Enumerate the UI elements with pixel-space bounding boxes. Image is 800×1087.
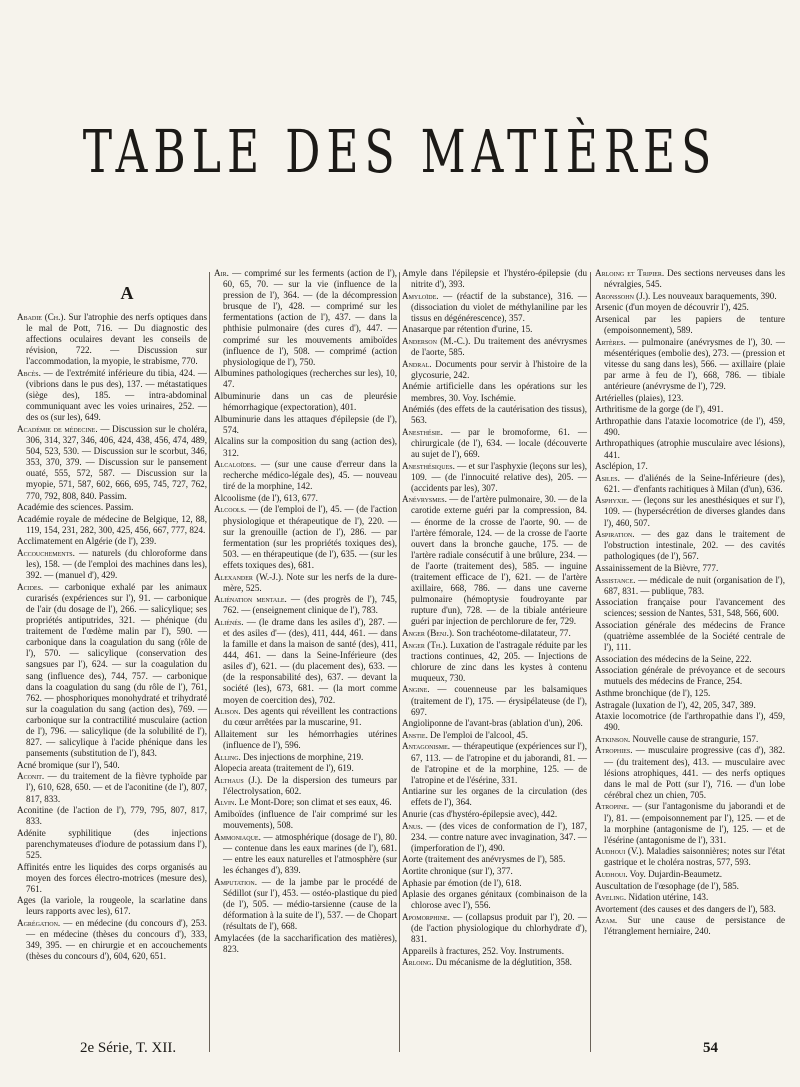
entry-text: Auscultation de l'œsophage (de l'), 585.	[595, 880, 739, 891]
entry-text: Voy. Dujardin-Beaumetz.	[627, 868, 723, 879]
entry-heading: Asphyxie.	[595, 495, 630, 506]
entry-text: Affinités entre les liquides des corps organisés au moyen des forces électro-motrices (mesure des), 761.	[17, 861, 207, 894]
entry-heading: Alison.	[214, 706, 241, 717]
entry-text: Ages (la variole, la rougeole, la scarlatine dans leurs rapports avec les), 617.	[17, 895, 207, 917]
page-title: TABLE DES MATIÈRES	[82, 118, 718, 187]
entry-text: Anasarque par rétention d'urine, 15.	[402, 324, 533, 335]
index-entry	[214, 752, 397, 763]
entry-text: Assainissement de la Bièvre, 777.	[595, 562, 719, 573]
entry-text: Anémie artificielle dans les opérations sur les membres, 30. Voy. Ischémie.	[402, 381, 587, 403]
index-entry	[17, 368, 207, 423]
index-entry	[595, 337, 785, 392]
entry-heading: Atropine.	[595, 801, 630, 812]
entry-text: Académie royale de médecine de Belgique, 12, 88, 119, 154, 231, 282, 300, 425, 456, 667, 777, 824.	[17, 513, 207, 535]
index-entry	[214, 877, 397, 932]
entry-text: Aphasie par émotion (de l'), 618.	[402, 877, 522, 888]
entry-text: Sur une cause de persistance de l'étranglement herniaire, 240.	[604, 915, 785, 937]
index-entry	[402, 946, 587, 957]
entry-heading: Atkinson.	[595, 733, 631, 744]
entry-text: Arthropathiques (atrophie musculaire avec lésions), 441.	[595, 438, 785, 460]
index-entry	[595, 461, 785, 472]
entry-heading: Anderson (M.-C.).	[402, 336, 471, 347]
entry-heading: Angine.	[402, 684, 430, 695]
index-entry	[595, 620, 785, 653]
index-entry	[17, 895, 207, 917]
index-entry	[595, 563, 785, 574]
entry-text: De l'emploi de l'alcool, 45.	[427, 729, 528, 740]
index-entry	[17, 862, 207, 895]
entry-text: Appareils à fractures, 252. Voy. Instruments.	[402, 945, 564, 956]
entry-heading: Ammoniaque.	[214, 831, 261, 842]
index-entry	[595, 268, 785, 290]
entry-heading: Anstie.	[402, 729, 428, 740]
entry-text: — (le drame dans les asiles d'), 287. — et des asiles d'— (des), 411, 444, 461. — dans la famille et dans la maison de santé (des), 411, 444, 461. — dans la Seine-Inférieure (des asiles d'), 621. — (du placement des), 633. — (de la responsabilité des), 637. — devant la société (les), 673, 681. — (la mort comme moyen de coercition des), 702.	[223, 616, 397, 705]
entry-heading: Atrophies.	[595, 745, 633, 756]
entry-heading: Air.	[214, 268, 229, 278]
index-column-2	[214, 268, 397, 1054]
entry-text: — atmosphérique (dosage de l'), 80. — contenue dans les eaux marines (de l'), 681. — entre les eaux naturelles et l'atmosphère (sur les échanges d'), 839.	[223, 831, 397, 875]
entry-text: — (réactif de la substance), 316. — (dissociation du violet de méthylaniline par les tissus en dégénérescence), 357.	[411, 290, 587, 323]
index-entry	[402, 494, 587, 627]
entry-text: — comprimé sur les ferments (action de l'), 60, 65, 70. — sur la vie (influence de la pression de l'), 364. — (de la décompression brusque de l'), 428. — comprimé sur les fermentations (action de l'), 437. — dans la phthisie pulmonaire (des cures d'), 447. — comprimé sur les mouvements amiboïdes (influence de l'), 508. — comprimé (action physiologique de l'), 750.	[223, 268, 397, 367]
entry-text: Du mécanisme de la déglutition, 358.	[433, 957, 572, 968]
index-entry	[402, 866, 587, 877]
index-entry	[17, 918, 207, 962]
index-entry	[595, 904, 785, 915]
entry-text: Astragale (luxation de l'), 42, 205, 347, 389.	[595, 699, 756, 710]
entry-text: Allaitement sur les hémorrhagies utérines (influence de l'), 596.	[214, 728, 397, 750]
index-entry	[402, 427, 587, 460]
index-entry	[595, 734, 785, 745]
entry-text: Des injections de morphine, 219.	[240, 751, 364, 762]
entry-text: Nouvelle cause de strangurie, 157.	[630, 733, 759, 744]
entry-text: Les nouveaux baraquements, 390.	[650, 290, 777, 301]
entry-text: Arsenical par les papiers de tenture (empoisonnement), 589.	[595, 313, 785, 335]
entry-heading: Alexander (W.-J.).	[214, 571, 284, 582]
index-entry	[595, 438, 785, 460]
entry-text: Association française pour l'avancement des sciences; session de Nantes, 531, 548, 566, 600.	[595, 597, 785, 619]
index-column-3	[402, 268, 587, 1054]
index-entry	[214, 832, 397, 876]
index-entry	[402, 291, 587, 324]
entry-text: Maladies saisonnières; notes sur l'état gastrique et le choléra nostras, 577, 593.	[604, 846, 785, 868]
index-entry	[402, 684, 587, 717]
entry-text: Anémiés (des effets de la cautérisation des tissus), 563.	[402, 404, 587, 426]
index-entry	[402, 878, 587, 889]
entry-text: — de la jambe par le procédé de Sédillot (sur l'), 453. — ostéo-plastique du pied (de l'), 505. — médio-tarsienne (cause de la déformation à la suite de l'), 537. — de Chopart (résultats de l'), 668.	[223, 876, 397, 931]
index-entry	[17, 828, 207, 861]
index-entry	[595, 745, 785, 800]
entry-text: Association générale des médecins de France (quatrième assemblée de la Société centrale de l'), 111.	[595, 619, 785, 653]
index-entry	[214, 763, 397, 774]
entry-text: Antiarine sur les organes de la circulation (des effets de l'), 364.	[402, 786, 587, 808]
index-entry	[17, 548, 207, 581]
index-entry	[595, 575, 785, 597]
index-entry	[17, 805, 207, 827]
entry-heading: Amputation.	[214, 876, 258, 887]
entry-heading: Andral.	[402, 358, 432, 369]
index-entry	[214, 368, 397, 390]
entry-text: — (des vices de conformation de l'), 187, 234. — contre nature avec invagination, 347. — (imperforation de l'), 490.	[411, 820, 587, 853]
entry-heading: Anesthésiques.	[402, 460, 455, 471]
entry-heading: Aconit.	[17, 771, 45, 782]
entry-text: Asthme bronchique (de l'), 125.	[595, 687, 711, 698]
entry-heading: Assistance.	[595, 574, 636, 585]
entry-heading: Apomorphine.	[402, 911, 450, 922]
entry-text: — (collapsus produit par l'), 20. — (de l'action physiologique du chlorhydrate d'), 831.	[411, 911, 587, 945]
index-column-4	[595, 268, 785, 1054]
index-entry	[17, 582, 207, 760]
entry-text: Des agents qui réveillent les contractions du cœur arrêtées par la muscarine, 91.	[223, 706, 397, 728]
index-entry	[595, 473, 785, 495]
index-entry	[595, 915, 785, 937]
entry-heading: Antagonisme.	[402, 741, 451, 752]
entry-text: — des gaz dans le traitement de l'obstruction intestinale, 202. — des cavités pathologiques (de l'), 567.	[604, 529, 785, 562]
entry-text: Arsenic (d'un moyen de découvrir l'), 425.	[595, 302, 749, 313]
index-entry	[214, 729, 397, 751]
entry-text: Le Mont-Dore; son climat et ses eaux, 46.	[236, 797, 392, 808]
index-entry	[595, 314, 785, 336]
index-entry	[17, 771, 207, 804]
index-entry	[402, 640, 587, 684]
entry-heading: Aliénation mentale.	[214, 594, 287, 605]
entry-heading: Althaus (J.).	[214, 774, 263, 785]
index-entry	[214, 268, 397, 368]
entry-text: Du traitement des anévrysmes de l'aorte, 585.	[411, 336, 587, 358]
entry-heading: Anesthésie.	[402, 426, 443, 437]
index-entry	[214, 706, 397, 728]
entry-text: — (de l'emploi de l'), 45. — (de l'action physiologique et thérapeutique de l'), 220. — sur la grenouille (action de l'), 286. — par fermentation (sur les propriétés toxiques des), 503. — en thérapeutique (de l'), 635. — (sur les effets toxiques des), 681.	[223, 504, 397, 570]
entry-text: Albumines pathologiques (recherches sur les), 10, 47.	[214, 368, 397, 390]
entry-heading: Acides.	[17, 581, 44, 592]
entry-text: Amiboïdes (influence de l'air comprimé sur les mouvements), 508.	[214, 809, 397, 831]
entry-text: Anurie (cas d'hystéro-épilepsie avec), 442.	[402, 809, 558, 819]
entry-text: — carbonique exhalé par les animaux curarisés (expériences sur l'), 91. — carbonique de l'air (du dosage de l'), 266. — salicylique; ses propriétés antiputrides, 321. — phénique (du traitement de l'œdème malin par l'), 590. — carbonique dans la coagulation du sang (rôle de l'), 570. — salicylique (conservation des sangsues par l'), 624. — sur la coagulation du sang (influence des), 744, 757. — carbonique dans la coagulation du sang (du rôle de l'), 761, 762. — phosphoriques monohydraté et trihydraté sur la coagulation du sang (action des), 769. — carbonique sur la contractilité musculaire (action de l'), 796. — salicylique (de la solubilité de l'), 827. — salicylique à l'acide phénique dans les pansements (substitution de l'), 843.	[26, 581, 207, 759]
entry-heading: Azam.	[595, 915, 618, 926]
entry-text: Nidation utérine, 143.	[626, 892, 709, 903]
index-entry	[595, 529, 785, 562]
index-entry	[595, 846, 785, 868]
index-entry	[17, 424, 207, 502]
entry-text: — Discussion sur le choléra, 306, 314, 327, 346, 406, 424, 438, 456, 474, 489, 504, 523, 530. — Discussion sur le scorbut, 346, 353, 370, 379. — Discussion sur le pansement ouaté, 555, 572, 587. — Discussion sur la myopie, 571, 587, 602, 666, 695, 745, 727, 762, 770, 792, 808, 840. Passim.	[26, 423, 207, 501]
index-entry	[402, 741, 587, 785]
entry-text: Aorte (traitement des anévrysmes de l'), 585.	[402, 854, 566, 865]
entry-heading: Accouchements.	[17, 547, 75, 558]
entry-heading: Alcools.	[214, 504, 247, 515]
index-entry	[402, 912, 587, 945]
index-entry	[402, 718, 587, 729]
entry-text: — (sur une cause d'erreur dans la recherche médico-légale des), 45. — nouveau tiré de la morphine, 142.	[223, 459, 397, 492]
entry-heading: Artères.	[595, 336, 626, 347]
entry-text: — couenneuse par les balsamiques (traitement de l'), 175. — érysipélateuse (de l'), 697.	[411, 684, 587, 717]
entry-text: — musculaire progressive (cas d'), 382. — (du traitement des), 413. — musculaire avec lésions atrophiques, 441. — des nerfs optiques dans le mal de Pott (sur l'), 716. — d'un lobe cérébral chez un chien, 705.	[604, 745, 785, 800]
entry-text: Des sections nerveuses dans les névralgies, 545.	[604, 268, 785, 290]
index-entry	[402, 359, 587, 381]
entry-text: Alopecia areata (traitement de l'), 619.	[214, 763, 354, 774]
entry-heading: Arloing et Tripier.	[595, 268, 665, 278]
entry-text: Association des médecins de la Seine, 222.	[595, 653, 752, 664]
entry-text: Luxation de l'astragale réduite par les tractions continues, 42, 205. — Injections de chlorure de zinc dans les kystes à contenu muqueux, 730.	[411, 639, 587, 683]
entry-text: Alcalins sur la composition du sang (action des), 312.	[214, 436, 397, 458]
entry-text: Arthropathie dans l'ataxie locomotrice (de l'), 459, 490.	[595, 415, 785, 437]
index-entry	[595, 291, 785, 302]
entry-heading: Alvin.	[214, 797, 237, 808]
index-entry	[214, 391, 397, 413]
entry-text: Aortite chronique (sur l'), 377.	[402, 865, 513, 876]
index-entry	[595, 416, 785, 438]
entry-heading: Audhoui.	[595, 868, 628, 879]
index-entry	[402, 854, 587, 865]
index-entry	[402, 404, 587, 426]
entry-text: — naturels (du chloroforme dans les), 158. — (de l'emploi des machines dans les), 392. — (manuel d'), 429.	[26, 547, 207, 581]
entry-heading: Agrégation.	[17, 918, 61, 929]
index-entry	[214, 775, 397, 797]
entry-heading: Abadie (Ch.).	[17, 312, 66, 322]
index-entry	[595, 654, 785, 665]
entry-heading: Académie de médecine.	[17, 423, 98, 434]
entry-text: — par le bromoforme, 61. — chirurgicale (de l'), 634. — locale (découverte au sujet de l'), 669.	[411, 426, 587, 459]
index-entry	[402, 809, 587, 820]
index-entry	[595, 711, 785, 733]
entry-text: — et sur l'asphyxie (leçons sur les), 109. — (de l'innocuité relative des), 205. — (accidents par les), 307.	[411, 460, 587, 493]
entry-text: Albuminurie dans un cas de pleurésie hémorrhagique (expectoration), 401.	[214, 391, 397, 413]
index-entry	[17, 514, 207, 536]
entry-heading: Anger (Benj.).	[402, 628, 455, 638]
index-entry	[17, 312, 207, 367]
entry-text: Acclimatement en Algérie (de l'), 239.	[17, 536, 157, 547]
entry-heading: Aronssohn (J.).	[595, 290, 651, 301]
entry-heading: Aveling.	[595, 892, 627, 903]
index-entry	[595, 688, 785, 699]
entry-text: — thérapeutique (expériences sur l'), 67, 113. — de l'atropine et du jaborandi, 81. — de l'atropine et de la morphine, 125. — de l'atropine et de l'ésérine, 331.	[411, 741, 587, 785]
index-entry	[214, 594, 397, 616]
entry-text: Sur l'atrophie des nerfs optiques dans le mal de Pott, 716. — Du diagnostic des affections oculaires devant les conseils de révision, 722. — Discussion sur l'accommodation, la myopie, le strabisme, 770.	[26, 312, 207, 367]
index-entry	[214, 797, 397, 808]
entry-heading: Abcès.	[17, 367, 41, 378]
index-entry	[402, 889, 587, 911]
index-entry	[402, 786, 587, 808]
entry-heading: Asiles.	[595, 472, 620, 483]
series-volume: 2e Série, T. XII.	[80, 1040, 177, 1056]
index-entry	[402, 461, 587, 494]
column-divider	[590, 272, 591, 1052]
index-entry	[595, 881, 785, 892]
index-entry	[595, 597, 785, 619]
index-entry	[17, 760, 207, 771]
index-entry	[214, 809, 397, 831]
entry-text: — (des progrès de l'), 745, 762. — (enseignement clinique de l'), 783.	[223, 594, 397, 616]
index-entry	[214, 459, 397, 492]
index-entry	[17, 536, 207, 547]
entry-text: Arthritisme de la gorge (de l'), 491.	[595, 404, 724, 415]
entry-heading: Anger (Th.).	[402, 639, 448, 650]
page-footer	[0, 1040, 800, 1064]
entry-text: Aconitine (de l'action de l'), 779, 795, 807, 817, 833.	[17, 805, 207, 827]
index-entry	[402, 336, 587, 358]
index-entry	[402, 628, 587, 639]
index-entry	[402, 730, 587, 741]
index-entry	[595, 869, 785, 880]
index-entry	[595, 700, 785, 711]
entry-heading: Arloing.	[402, 957, 434, 968]
entry-heading: Alling.	[214, 751, 241, 762]
index-entry	[402, 957, 587, 968]
entry-heading: Anévrysmes.	[402, 494, 447, 505]
entry-text: — de l'extrémité inférieure du tibia, 424. — (vibrions dans le pus des), 137. — métastatiques (siège des), 185. — intra-abdominal communiquant avec les voies urinaires, 252. — des os (sur les), 649.	[26, 367, 207, 423]
entry-text: — pulmonaire (anévrysmes de l'), 30. — mésentériques (embolie des), 273. — (pression et vitesse du sang dans les), 566. — axillaire (plaie par arme à feu de l'), 668, 786. — tibiale antérieure (anévrysme de l'), 729.	[604, 336, 785, 391]
section-letter: A	[120, 283, 134, 303]
entry-text: — de l'artère pulmonaire, 30. — de la carotide externe guéri par la compression, 84. — énorme de la crosse de l'aorte, 90. — de l'artère fémorale, 124. — de la crosse de l'aorte ouvert dans la bronche gauche, 175. — de l'artère radiale consécutif à une brûlure, 234. — de l'aorte (traitement des), 585. — inguine (traitement efficace de l'), 621. — de l'artère axillaire, 668, 786. — dans une caverne pulmonaire (hémoptysie foudroyante par rupture d'un), 728. — de la tibiale antérieure guéri par injection de perchlorure de fer, 729.	[411, 494, 587, 627]
index-entry	[214, 414, 397, 436]
index-entry	[214, 436, 397, 458]
index-entry	[595, 892, 785, 903]
entry-text: Artérielles (plaies), 123.	[595, 392, 684, 403]
entry-text: Alcoolisme (de l'), 613, 677.	[214, 492, 318, 503]
entry-text: Académie des sciences. Passim.	[17, 502, 134, 513]
entry-text: — médicale de nuit (organisation de l'), 687, 831. — publique, 783.	[604, 574, 785, 596]
entry-text: — (leçons sur les anesthésiques et sur l'), 109. — (hypersécrétion de diverses glandes dans l'), 460, 507.	[604, 495, 785, 528]
entry-heading: Aspiration.	[595, 529, 635, 540]
entry-text: Aplasie des organes génitaux (combinaison de la chlorose avec l'), 556.	[402, 889, 587, 911]
entry-text: Albuminurie dans les attaques d'épilepsie (de l'), 574.	[214, 413, 397, 435]
index-entry	[214, 572, 397, 594]
index-entry	[595, 393, 785, 404]
entry-text: Son trachéotome-dilatateur, 77.	[454, 628, 571, 638]
index-entry	[595, 495, 785, 528]
page-number: 54	[703, 1040, 718, 1056]
index-entry	[402, 381, 587, 403]
entry-heading: Aliénés.	[214, 616, 244, 627]
index-entry	[595, 665, 785, 687]
index-entry	[214, 933, 397, 955]
index-entry	[595, 801, 785, 845]
index-entry	[402, 821, 587, 854]
index-entry	[214, 493, 397, 504]
column-divider	[399, 272, 400, 1052]
entry-text: Asclépion, 17.	[595, 461, 648, 472]
entry-heading: Anus.	[402, 820, 423, 831]
index-entry	[214, 617, 397, 706]
entry-text: Acné bromique (sur l'), 540.	[17, 759, 120, 770]
entry-text: Adénite syphilitique (des injections parenchymateuses d'iodure de potassium dans l'), 525.	[17, 827, 207, 860]
entry-text: Ataxie locomotrice (de l'arthropathie dans l'), 459, 490.	[595, 711, 785, 733]
entry-heading: Amyloïde.	[402, 290, 439, 301]
entry-text: Avortement (des causes et des dangers de l'), 583.	[595, 903, 776, 914]
entry-text: Amyle dans l'épilepsie et l'hystéro-épilepsie (du nitrite d'), 393.	[402, 268, 587, 290]
index-column-1	[17, 312, 207, 1052]
column-divider	[209, 272, 210, 1052]
index-entry	[402, 268, 587, 290]
entry-text: Documents pour servir à l'histoire de la glycosurie, 242.	[411, 358, 587, 380]
index-entry	[402, 324, 587, 335]
entry-heading: Alcaloïdes.	[214, 459, 257, 470]
entry-text: Amylacées (de la saccharification des matières), 823.	[214, 932, 397, 954]
entry-heading: Audhoui (V.).	[595, 846, 644, 857]
index-entry	[214, 504, 397, 571]
index-entry	[17, 502, 207, 513]
entry-text: Note sur les nerfs de la dure-mère, 525.	[223, 571, 397, 593]
entry-text: — en médecine (du concours d'), 253. — en médecine (thèses du concours d'), 333, 349, 395. — en chirurgie et en accouchements (thèses du concours d'), 604, 620, 651.	[26, 918, 207, 962]
entry-text: Association générale de prévoyance et de secours mutuels des médecins de France, 254.	[595, 665, 785, 687]
entry-text: — (sur l'antagonisme du jaborandi et de l'), 81. — (empoisonnement par l'), 125. — et de la morphine (antagonisme de l'), 125. — et de l'ésérine (antagonisme de l'), 331.	[604, 801, 785, 845]
entry-text: De la dispersion des tumeurs par l'électrolysation, 602.	[223, 774, 397, 796]
index-entry	[595, 404, 785, 415]
entry-text: — du traitement de la fièvre typhoïde par l'), 610, 628, 650. — et de l'aconitine (de l'), 807, 817, 833.	[26, 771, 207, 804]
entry-text: Angioliponne de l'avant-bras (ablation d'un), 206.	[402, 718, 583, 729]
entry-text: — d'aliénés de la Seine-Inférieure (des), 621. — d'enfants rachitiques à Milan (d'un), 636.	[604, 472, 785, 494]
index-entry	[595, 302, 785, 313]
